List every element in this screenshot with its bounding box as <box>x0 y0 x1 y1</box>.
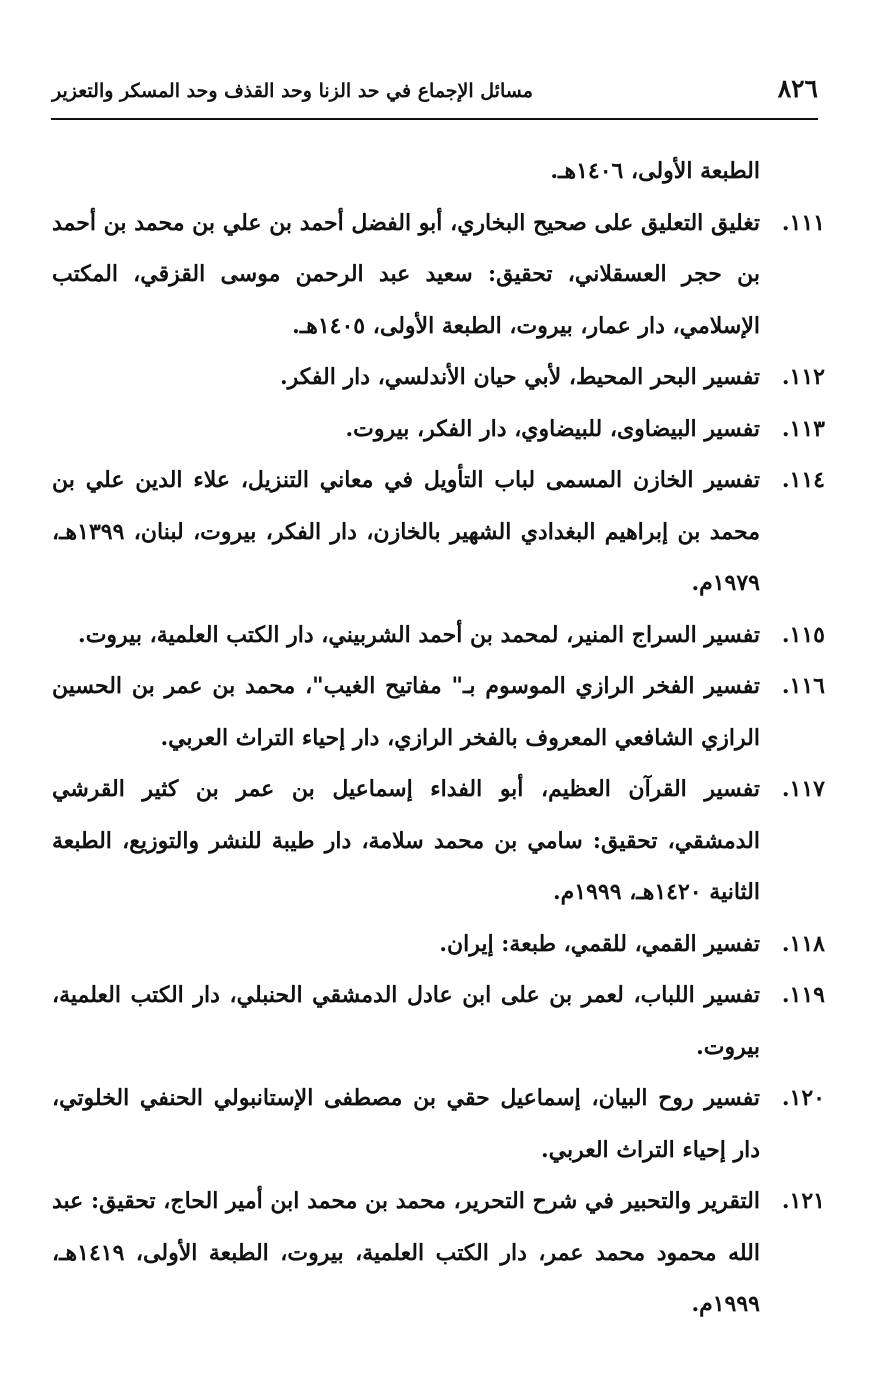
entry-text: تفسير القرآن العظيم، أبو الفداء إسماعيل بن عمر بن كثير القرشي الدمشقي، تحقيق: سامي بن محمد سلامة، دار طيبة للنشر والتوزيع، الطبعة الثانية ١٤٢٠هـ، ١٩٩٩م. <box>52 776 760 905</box>
entry-number: ١١٣. <box>781 415 825 442</box>
entry-number: ١٢٠. <box>781 1085 825 1111</box>
entry-text: تفسير اللباب، لعمر بن على ابن عادل الدمشقي الحنبلي، دار الكتب العلمية، بيروت. <box>52 982 760 1060</box>
bibliography-entry-113 <box>52 404 825 456</box>
entry-text: تفسير القمي، للقمي، طبعة: إيران. <box>439 930 760 957</box>
entry-text: التقرير والتحبير في شرح التحرير، محمد بن محمد ابن أمير الحاج، تحقيق: عبد الله محمود محمد عمر، دار الكتب العلمية، بيروت، الطبعة الأولى، ١٤١٩هـ، ١٩٩٩م. <box>52 1188 760 1317</box>
continuation-text: الطبعة الأولى، ١٤٠٦هـ. <box>550 158 760 184</box>
entry-number: ١١٤. <box>781 467 825 493</box>
page-header <box>52 74 818 114</box>
bibliography-entry-117 <box>52 764 825 919</box>
entry-text: تفسير البيضاوى، للبيضاوي، دار الفكر، بيروت. <box>345 415 760 442</box>
bibliography-entry-120 <box>52 1073 825 1176</box>
bibliography-entry-116 <box>52 661 825 764</box>
entry-number: ١١٩. <box>781 982 825 1008</box>
bibliography-list <box>52 146 825 1331</box>
bibliography-entry-114 <box>52 455 825 610</box>
bibliography-entry-111 <box>52 198 825 353</box>
bibliography-entry-121 <box>52 1176 825 1331</box>
entry-number: ١١٥. <box>781 621 825 648</box>
bibliography-entry-119 <box>52 970 825 1073</box>
entry-number: ١١٢. <box>781 364 825 390</box>
entry-text: تفسير الفخر الرازي الموسوم بـ" مفاتيح الغيب"، محمد بن عمر بن الحسين الرازي الشافعي المعروف بالفخر الرازي، دار إحياء التراث العربي. <box>52 673 760 751</box>
entry-number: ١١٧. <box>781 776 825 802</box>
entry-number: ١١١. <box>781 209 825 236</box>
entry-number: ١٢١. <box>781 1188 825 1214</box>
entry-text: تفسير البحر المحيط، لأبي حيان الأندلسي، دار الفكر. <box>279 364 760 390</box>
entry-number: ١١٦. <box>781 673 825 699</box>
header-divider <box>51 118 818 120</box>
entry-text: تغليق التعليق على صحيح البخاري، أبو الفضل أحمد بن علي بن محمد بن أحمد بن حجر العسقلاني، تحقيق: سعيد عبد الرحمن موسى القزقي، المكتب الإسلامي، دار عمار، بيروت، الطبعة الأولى، ١٤٠٥هـ. <box>52 209 760 339</box>
entry-text: تفسير السراج المنير، لمحمد بن أحمد الشربيني، دار الكتب العلمية، بيروت. <box>78 621 760 648</box>
bibliography-entry-115 <box>52 610 825 662</box>
page-number: ٨٢٦ <box>777 74 818 103</box>
entry-text: تفسير روح البيان، إسماعيل حقي بن مصطفى الإستانبولي الحنفي الخلوتي، دار إحياء التراث العربي. <box>52 1085 760 1163</box>
entry-text: تفسير الخازن المسمى لباب التأويل في معاني التنزيل، علاء الدين علي بن محمد بن إبراهيم البغدادي الشهير بالخازن، دار الفكر، بيروت، لبنان، ١٣٩٩هـ، ١٩٧٩م. <box>52 467 760 596</box>
bibliography-entry-112 <box>52 352 825 404</box>
entry-number: ١١٨. <box>781 930 825 957</box>
bibliography-entry-118 <box>52 919 825 971</box>
running-title: مسائل الإجماع في حد الزنا وحد القذف وحد المسكر والتعزير <box>52 80 533 102</box>
